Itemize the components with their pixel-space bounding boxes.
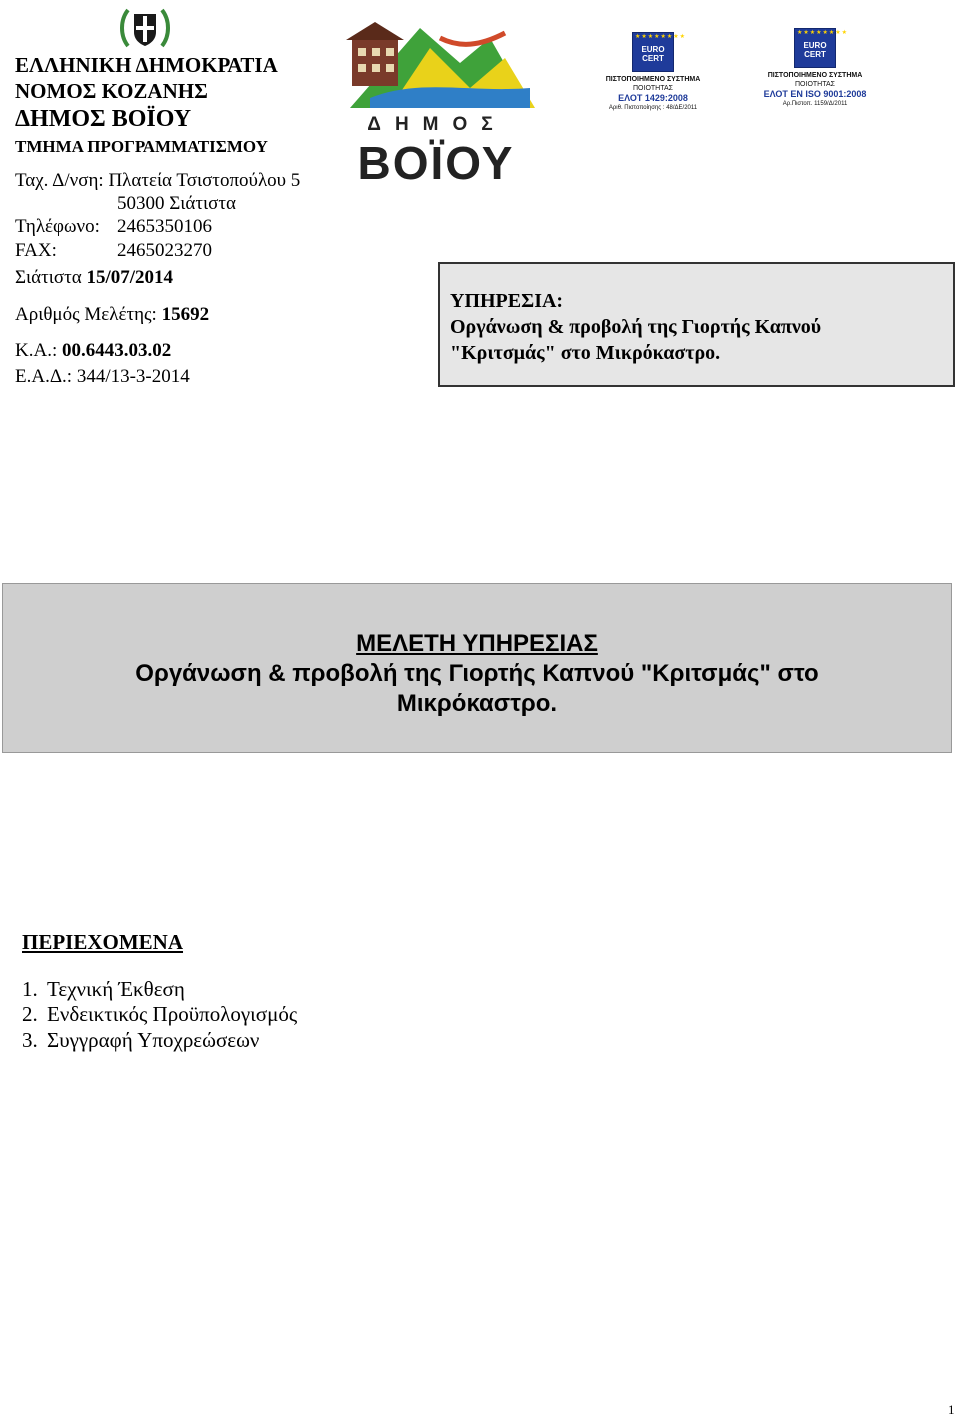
date-value: 15/07/2014 — [86, 267, 174, 288]
ka-label: Κ.Α.: — [15, 340, 58, 361]
greek-emblem-icon — [118, 2, 172, 54]
fax-value: 2465023270 — [117, 240, 212, 261]
phone-label: Τηλέφωνο: — [15, 216, 100, 237]
contents-title: ΠΕΡΙΕΧΟΜΕΝΑ — [22, 930, 184, 954]
service-box — [438, 262, 955, 387]
study-title: ΜΕΛΕΤΗ ΥΠΗΡΕΣΙΑΣ — [356, 630, 598, 657]
phone-value: 2465350106 — [117, 216, 212, 237]
mountain-landscape-icon — [330, 18, 542, 118]
date-place: Σιάτιστα — [15, 267, 82, 288]
study-banner — [2, 583, 952, 753]
ka-value: 00.6443.03.02 — [61, 340, 172, 361]
study-number-label: Αριθμός Μελέτης: — [15, 304, 157, 325]
eurocert-flag-icon: ★★★★★★★★ EURO CERT — [794, 28, 836, 68]
address-street-row — [15, 169, 300, 193]
ead-row — [15, 365, 190, 389]
study-number-value: 15692 — [161, 304, 210, 325]
header-republic: ΕΛΛΗΝΙΚΗ ΔΗΜΟΚΡΑΤΙΑ — [15, 53, 278, 77]
page-number: 1 — [948, 1402, 955, 1417]
municipality-logo — [330, 18, 542, 189]
ead-value: 344/13-3-2014 — [76, 366, 190, 387]
fax-label: FAX: — [15, 240, 57, 261]
ka-row — [15, 339, 171, 363]
header-department: ΤΜΗΜΑ ΠΡΟΓΡΑΜΜΑΤΙΣΜΟΥ — [15, 137, 268, 156]
service-label: ΥΠΗΡΕΣΙΑ: — [450, 290, 564, 312]
address-city: 50300 Σιάτιστα — [117, 193, 236, 214]
address-street-label: Ταχ. Δ/νση: — [15, 170, 104, 191]
cert-badge-iso-9001: ★★★★★★★★ EURO CERT ΠΙΣΤΟΠΟΙΗΜΕΝΟ ΣΥΣΤΗΜΑ ΠΟΙΟΤΗΤΑΣ ΕΛΟΤ EN ISO 9001:2008 Αρ.Πιστοπ. 1159/Δ/2011 — [763, 30, 867, 107]
service-line1: Οργάνωση & προβολή της Γιορτής Καπνού — [450, 316, 822, 338]
list-item: 2. Ενδεικτικός Προϋπολογισμός — [22, 1002, 298, 1026]
list-item: 3. Συγγραφή Υποχρεώσεων — [22, 1028, 260, 1052]
logo-word: ΔΗΜΟΣ — [367, 114, 507, 135]
list-item: 1. Τεχνική Έκθεση — [22, 977, 185, 1001]
cert-badge-elot-1429: ★★★★★★★★ EURO CERT ΠΙΣΤΟΠΟΙΗΜΕΝΟ ΣΥΣΤΗΜΑ ΠΟΙΟΤΗΤΑΣ ΕΛΟΤ 1429:2008 Αριθ. Πιστοποίησης : 48/ΔΕ/2011 — [605, 34, 701, 111]
eurocert-flag-icon: ★★★★★★★★ EURO CERT — [632, 32, 674, 72]
study-number-row — [15, 303, 209, 327]
header-prefecture: ΝΟΜΟΣ ΚΟΖΑΝΗΣ — [15, 79, 208, 103]
header-municipality: ΔΗΜΟΣ ΒΟΪΟΥ — [15, 106, 192, 132]
ead-label: Ε.Α.Δ.: — [15, 366, 73, 387]
address-street: Πλατεία Τσιστοπούλου 5 — [108, 170, 301, 191]
study-subtitle: Οργάνωση & προβολή της Γιορτής Καπνού "Κριτσμάς" στο Μικρόκαστρο. — [135, 660, 819, 717]
fax-row — [15, 239, 212, 263]
logo-name: ΒΟΪΟΥ — [357, 137, 515, 189]
service-line2: "Κριτσμάς" στο Μικρόκαστρο. — [450, 342, 721, 364]
phone-row — [15, 215, 212, 239]
date-row — [15, 266, 173, 290]
